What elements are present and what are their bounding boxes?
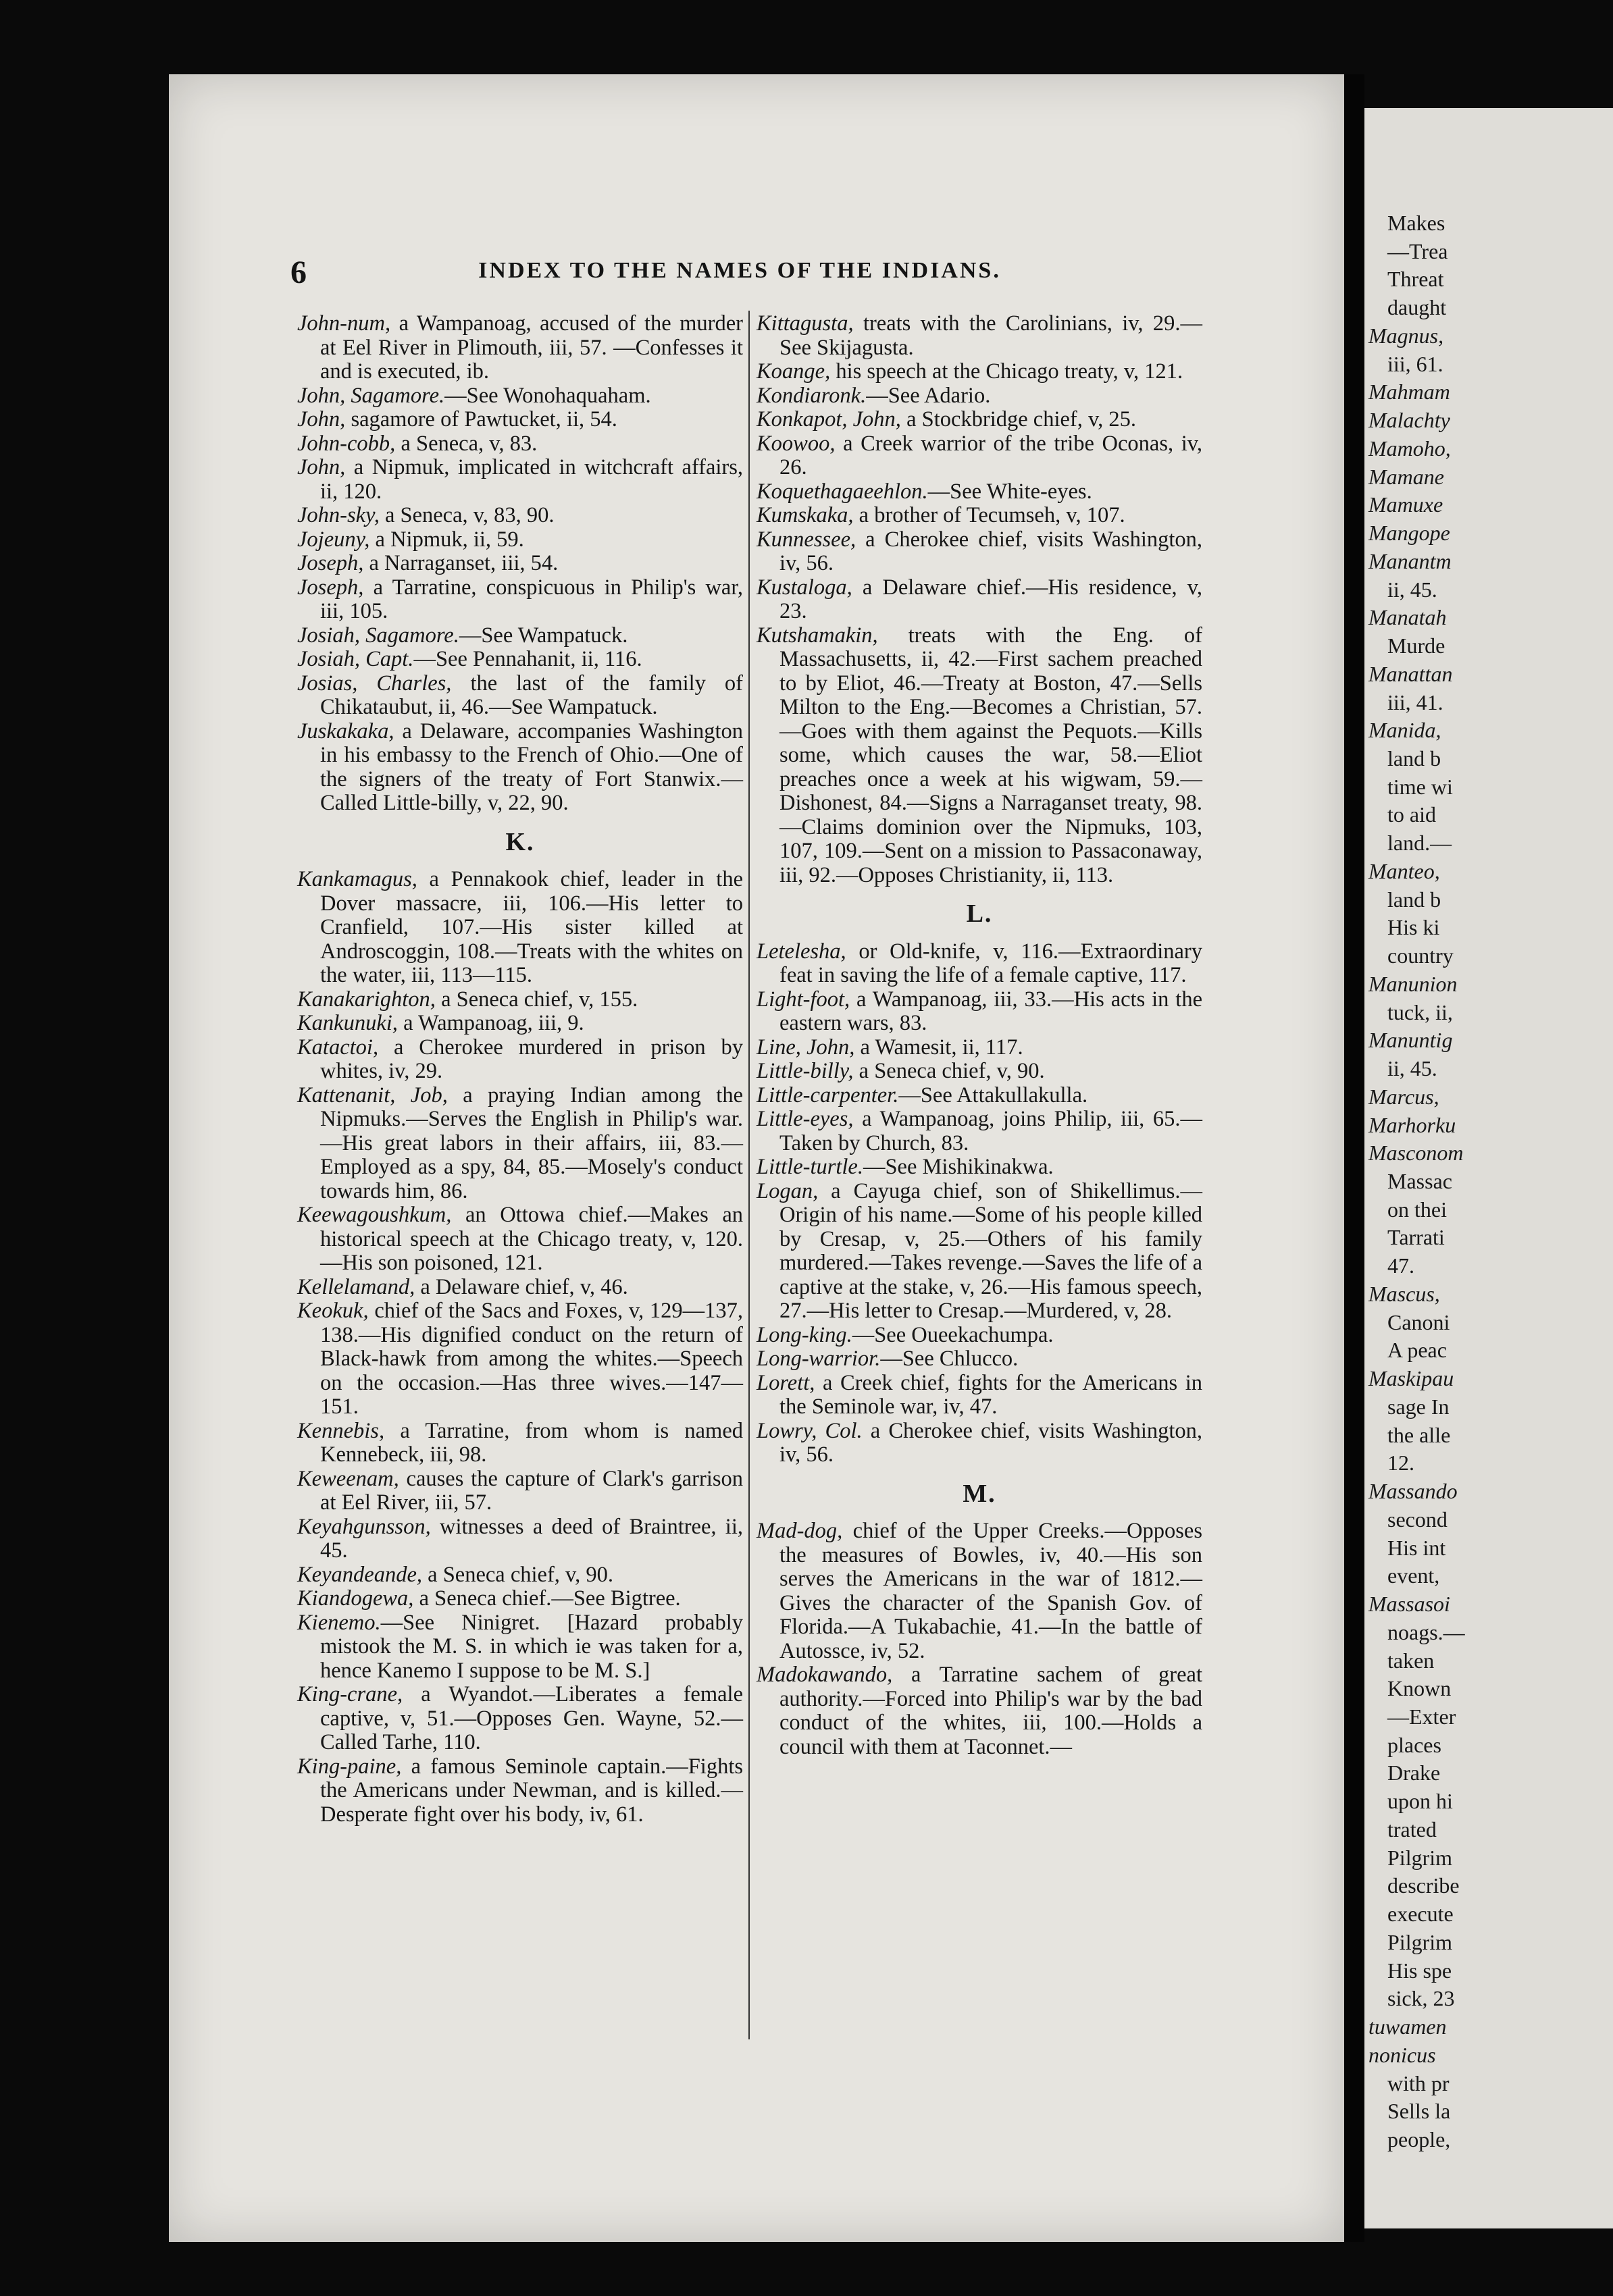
index-entry xyxy=(297,1419,743,1467)
entry-headword: Keokuk, xyxy=(297,1299,369,1323)
index-entry xyxy=(297,1587,743,1611)
adjacent-page-line: Tarrati xyxy=(1387,1225,1445,1250)
entry-headword: Kutshamakin, xyxy=(757,623,878,648)
entry-text: a Cherokee chief, visits Washington, iv, 56. xyxy=(779,527,1202,575)
entry-headword: Katactoi, xyxy=(297,1035,379,1060)
entry-text: a Wampanoag, iii, 9. xyxy=(397,1011,584,1035)
adjacent-page-line: upon hi xyxy=(1387,1789,1453,1814)
entry-text: a Wyandot.—Liberates a female captive, v, 51.—Opposes Gen. Wayne, 52.—Called Tarhe, 110. xyxy=(320,1682,743,1754)
index-entry xyxy=(297,312,743,384)
adjacent-page-line: country xyxy=(1387,943,1454,968)
entry-headword: Josiah, Capt. xyxy=(297,647,414,671)
adjacent-page-line: places xyxy=(1387,1732,1441,1757)
entry-headword: Lowry, Col. xyxy=(757,1418,863,1443)
index-entry xyxy=(297,384,743,409)
index-entry xyxy=(297,408,743,432)
entry-headword: Little-eyes, xyxy=(757,1107,854,1131)
entry-text: a Cherokee murdered in prison by whites, iv, 29. xyxy=(320,1035,743,1083)
entry-headword: Juskakaka, xyxy=(297,719,394,743)
entry-headword: Kellelamand, xyxy=(297,1274,415,1299)
adjacent-page-line: —Exter xyxy=(1387,1704,1456,1729)
adjacent-page-line: iii, 41. xyxy=(1387,689,1443,714)
entry-headword: Josiah, Sagamore. xyxy=(297,623,459,648)
section-letter: K. xyxy=(505,827,535,856)
adjacent-page-line: noags.— xyxy=(1387,1619,1465,1644)
index-entry xyxy=(297,868,743,988)
entry-headword: Long-king. xyxy=(757,1322,852,1347)
entry-text: a Nipmuk, ii, 59. xyxy=(369,527,524,552)
page-number: 6 xyxy=(290,255,307,290)
entry-text: a Stockbridge chief, v, 25. xyxy=(900,407,1137,432)
adjacent-page-line: —Trea xyxy=(1387,238,1448,263)
adjacent-page-line: Mascus, xyxy=(1368,1281,1440,1306)
index-entry xyxy=(757,940,1202,988)
index-column-left xyxy=(297,312,743,1827)
adjacent-page-line: Mamoho, xyxy=(1368,436,1451,461)
entry-headword: Little-carpenter. xyxy=(757,1082,899,1107)
adjacent-page-line: Pilgrim xyxy=(1387,1929,1453,1954)
index-entry xyxy=(757,1036,1202,1060)
index-entry xyxy=(757,432,1202,480)
index-entry xyxy=(297,1299,743,1419)
index-entry xyxy=(757,408,1202,432)
adjacent-page-line: event, xyxy=(1387,1563,1440,1588)
entry-text: causes the capture of Clark's garrison at Eel River, iii, 57. xyxy=(320,1466,743,1515)
entry-text: or Old-knife, v, 116.—Extraordinary feat in saving the life of a female captive, 117. xyxy=(779,939,1202,987)
entry-text: a Delaware chief.—His residence, v, 23. xyxy=(779,575,1202,623)
index-entry xyxy=(297,1563,743,1588)
adjacent-page-line: A peac xyxy=(1387,1338,1447,1363)
adjacent-page-line: execute xyxy=(1387,1902,1454,1927)
index-entry xyxy=(757,1519,1202,1663)
entry-headword: Kienemo. xyxy=(297,1610,381,1635)
entry-headword: Little-billy, xyxy=(757,1059,854,1083)
entry-headword: Logan, xyxy=(757,1178,819,1203)
section-letter: L. xyxy=(966,899,993,928)
adjacent-page-line: tuwamen xyxy=(1368,2014,1447,2039)
entry-headword: John-cobb, xyxy=(297,431,396,456)
index-entry xyxy=(757,1060,1202,1084)
entry-text: a praying Indian among the Nipmuks.—Serves the English in Philip's war.—His great labors in their affairs, iii, 83.—Employed as a spy, 84, 85.—Mosely's conduct towards him, 86. xyxy=(320,1082,744,1203)
adjacent-page-line: iii, 61. xyxy=(1387,351,1443,376)
entry-headword: Kittagusta, xyxy=(757,311,854,336)
entry-text: —See Wonohaquaham. xyxy=(444,383,651,408)
index-entry xyxy=(297,648,743,672)
column-divider xyxy=(748,311,750,2039)
adjacent-page-line: Marcus, xyxy=(1368,1084,1439,1109)
index-entry xyxy=(757,1347,1202,1372)
entry-headword: Kunnessee, xyxy=(757,527,856,552)
entry-text: a Wampanoag, iii, 33.—His acts in the eastern wars, 83. xyxy=(779,987,1202,1035)
entry-text: a Narraganset, iii, 54. xyxy=(363,551,559,575)
adjacent-page-line: Mamuxe xyxy=(1368,492,1443,517)
adjacent-page-line: Threat xyxy=(1387,267,1444,292)
index-entry xyxy=(757,360,1202,384)
entry-headword: Jojeuny, xyxy=(297,527,370,552)
entry-text: —See Oueekachumpa. xyxy=(852,1322,1054,1347)
entry-text: a Seneca chief, v, 90. xyxy=(853,1059,1045,1083)
entry-text: chief of the Upper Creeks.—Opposes the measures of Bowles, iv, 40.—His son serves the Americans in the war of 1812.—Gives the character of the Spanish Gov. of Florida.—A Tukabachie, 41.—In the battle of Autossce, iv, 52. xyxy=(779,1519,1202,1663)
entry-text: —See Chlucco. xyxy=(880,1347,1019,1371)
entry-text: a Seneca chief, v, 90. xyxy=(422,1562,614,1587)
entry-headword: Joseph, xyxy=(297,551,364,575)
index-entry xyxy=(757,1084,1202,1108)
index-entry xyxy=(297,672,743,720)
index-entry xyxy=(297,1683,743,1755)
entry-text: treats with the Carolinians, iv, 29.—See Skijagusta. xyxy=(779,311,1202,360)
entry-text: —See Mishikinakwa. xyxy=(863,1155,1054,1179)
adjacent-page-line: Magnus, xyxy=(1368,323,1444,348)
adjacent-page-line: ii, 45. xyxy=(1387,1056,1437,1081)
entry-text: a Cayuga chief, son of Shikellimus.—Origin of his name.—Some of his people killed by Cresap, v, 25.—Others of his family murdered.—Takes revenge.—Saves the life of a captive at the stake, v, 26.—His famous speech, 27.—His letter to Cresap.—Murdered, v, 28. xyxy=(779,1178,1202,1323)
entry-headword: Kiandogewa, xyxy=(297,1586,414,1611)
entry-text: a Wampanoag, accused of the murder at Eel River in Plimouth, iii, 57. —Confesses it and is executed, ib. xyxy=(320,311,743,384)
entry-headword: Koange, xyxy=(757,359,831,384)
adjacent-page-line: Manunion xyxy=(1368,971,1458,996)
adjacent-page-line: Mangope xyxy=(1368,521,1450,546)
adjacent-page-line: 47. xyxy=(1387,1253,1414,1278)
index-entry xyxy=(757,528,1202,576)
entry-text: a Seneca, v, 83. xyxy=(395,431,538,456)
index-entry xyxy=(297,504,743,528)
entry-text: a Tarratine, from whom is named Kennebeck, iii, 98. xyxy=(320,1418,743,1467)
entry-text: —See Wampatuck. xyxy=(459,623,628,648)
entry-text: the last of the family of Chikataubut, ii, 46.—See Wampatuck. xyxy=(320,671,743,719)
index-entry xyxy=(297,456,743,504)
entry-headword: Joseph, xyxy=(297,575,364,600)
entry-headword: Koquethagaeehlon. xyxy=(757,479,928,504)
index-entry xyxy=(757,1180,1202,1324)
adjacent-page-line: people, xyxy=(1387,2127,1451,2151)
index-entry xyxy=(297,1203,743,1276)
adjacent-page-line: ii, 45. xyxy=(1387,577,1437,602)
adjacent-page-line: Mamane xyxy=(1368,464,1444,489)
entry-text: a Delaware, accompanies Washington in his embassy to the French of Ohio.—One of the signers of the treaty of Fort Stanwix.—Called Little-billy, v, 22, 90. xyxy=(320,719,743,815)
entry-headword: Kondiaronk. xyxy=(757,383,867,408)
adjacent-page-line: Malachty xyxy=(1368,408,1450,433)
adjacent-page-line: sage In xyxy=(1387,1394,1450,1419)
entry-headword: Line, John, xyxy=(757,1035,855,1060)
book-page xyxy=(169,74,1344,2242)
adjacent-page-line: His ki xyxy=(1387,915,1440,940)
entry-headword: King-crane, xyxy=(297,1682,403,1706)
entry-headword: Keyandeande, xyxy=(297,1562,423,1587)
entry-text: a Cherokee chief, visits Washington, iv, 56. xyxy=(779,1418,1202,1467)
index-entry xyxy=(297,1515,743,1563)
entry-text: a Creek chief, fights for the Americans in the Seminole war, iv, 47. xyxy=(779,1370,1202,1419)
entry-headword: Konkapot, John, xyxy=(757,407,901,432)
adjacent-page-line: 12. xyxy=(1387,1451,1414,1476)
entry-headword: Kumskaka, xyxy=(757,503,854,527)
adjacent-page-line: Masconom xyxy=(1368,1141,1464,1166)
entry-headword: John-sky, xyxy=(297,503,380,527)
entry-text: —See Pennahanit, ii, 116. xyxy=(413,647,642,671)
adjacent-page-line: to aid xyxy=(1387,802,1436,827)
entry-text: chief of the Sacs and Foxes, v, 129—137, 138.—His dignified conduct on the return of Black-hawk from among the whites.—Speech on the occasion.—Has three wives.—147—151. xyxy=(320,1299,743,1419)
index-entry xyxy=(757,1663,1202,1759)
adjacent-page-line: tuck, ii, xyxy=(1387,999,1453,1024)
adjacent-page-line: land b xyxy=(1387,746,1441,771)
adjacent-page-line: His int xyxy=(1387,1535,1446,1560)
adjacent-page-line: Massasoi xyxy=(1368,1592,1450,1617)
entry-headword: Madokawando, xyxy=(757,1663,893,1687)
adjacent-page-fragment xyxy=(1364,108,1613,2228)
adjacent-page-line: the alle xyxy=(1387,1422,1451,1447)
adjacent-page-line: Manida, xyxy=(1368,718,1441,743)
adjacent-page-line: His spe xyxy=(1387,1958,1452,1983)
index-entry xyxy=(757,988,1202,1036)
index-entry xyxy=(757,384,1202,409)
entry-headword: Kanakarighton, xyxy=(297,987,436,1012)
adjacent-page-line: Manteo, xyxy=(1368,858,1440,883)
entry-headword: Lorett, xyxy=(757,1370,815,1395)
entry-headword: Keweenam, xyxy=(297,1466,399,1491)
adjacent-page-line: Manuntig xyxy=(1368,1028,1453,1053)
index-entry xyxy=(297,432,743,456)
index-entry xyxy=(297,1755,743,1827)
entry-text: —See Ninigret. [Hazard probably mistook the M. S. in which ie was taken for a, hence Kanemo I suppose to be M. S.] xyxy=(320,1610,743,1683)
entry-headword: Koowoo, xyxy=(757,431,836,456)
entry-text: a Nipmuk, implicated in witchcraft affairs, ii, 120. xyxy=(320,455,743,504)
adjacent-page-line: daught xyxy=(1387,295,1447,320)
entry-headword: John, xyxy=(297,455,346,479)
entry-text: a Pennakook chief, leader in the Dover massacre, iii, 106.—His letter to Cranfield, 107.—His sister killed at Androscoggin, 108.—Treats with the whites on the water, iii, 113—115. xyxy=(320,867,743,987)
index-entry xyxy=(757,624,1202,888)
adjacent-page-line: describe xyxy=(1387,1873,1460,1898)
adjacent-page-line: with pr xyxy=(1387,2070,1450,2095)
adjacent-page-line: land b xyxy=(1387,887,1441,912)
entry-text: a Tarratine, conspicuous in Philip's war, iii, 105. xyxy=(320,575,743,623)
index-entry xyxy=(297,988,743,1012)
entry-headword: John-num, xyxy=(297,311,391,336)
adjacent-page-line: Manantm xyxy=(1368,548,1452,573)
entry-text: a Seneca, v, 83, 90. xyxy=(379,503,555,527)
entry-text: sagamore of Pawtucket, ii, 54. xyxy=(345,407,617,432)
index-entry xyxy=(757,480,1202,504)
entry-headword: Light-foot, xyxy=(757,987,850,1012)
entry-text: a Seneca chief, v, 155. xyxy=(435,987,638,1012)
entry-headword: Letelesha, xyxy=(757,939,846,964)
index-entry xyxy=(297,552,743,576)
index-entry xyxy=(757,1324,1202,1348)
adjacent-page-line: Maskipau xyxy=(1368,1366,1454,1391)
index-entry xyxy=(757,1419,1202,1467)
adjacent-page-line: time wi xyxy=(1387,774,1453,799)
entry-text: —See White-eyes. xyxy=(927,479,1092,504)
entry-text: a Tarratine sachem of great authority.—Forced into Philip's war by the bad conduct of the whites, iii, 100.—Holds a council with them at Taconnet.— xyxy=(779,1663,1202,1759)
entry-text: —See Attakullakulla. xyxy=(898,1082,1088,1107)
index-entry xyxy=(297,624,743,648)
adjacent-page-line: Pilgrim xyxy=(1387,1845,1453,1870)
adjacent-page-line: Makes xyxy=(1387,211,1445,235)
entry-text: a famous Seminole captain.—Fights the Americans under Newman, and is killed.—Desperate fight over his body, iv, 61. xyxy=(320,1754,743,1827)
entry-headword: Kennebis, xyxy=(297,1418,385,1443)
adjacent-page-line: Manatah xyxy=(1368,605,1447,630)
index-entry xyxy=(297,528,743,552)
index-entry xyxy=(297,1276,743,1300)
adjacent-page-line: trated xyxy=(1387,1817,1437,1842)
entry-text: a Wampanoag, joins Philip, iii, 65.—Taken by Church, 83. xyxy=(779,1107,1202,1155)
index-entry xyxy=(297,576,743,624)
index-entry xyxy=(297,720,743,816)
adjacent-page-line: second xyxy=(1387,1507,1448,1532)
section-letter: M. xyxy=(963,1479,996,1508)
index-entry xyxy=(297,1084,743,1204)
entry-text: —See Adario. xyxy=(866,383,991,408)
entry-headword: Keyahgunsson, xyxy=(297,1514,431,1539)
entry-headword: Kattenanit, Job, xyxy=(297,1082,448,1107)
index-entry xyxy=(757,312,1202,360)
adjacent-page-line: Drake xyxy=(1387,1760,1441,1785)
entry-headword: Keewagoushkum, xyxy=(297,1203,452,1227)
adjacent-page-line: Murde xyxy=(1387,633,1445,658)
entry-headword: Kankunuki, xyxy=(297,1011,398,1035)
entry-headword: Josias, Charles, xyxy=(297,671,452,696)
adjacent-page-line: on thei xyxy=(1387,1197,1447,1222)
adjacent-page-line: taken xyxy=(1387,1648,1435,1673)
adjacent-page-line: Sells la xyxy=(1387,2099,1451,2124)
adjacent-page-line: Massando xyxy=(1368,1479,1458,1504)
adjacent-page-line: land.— xyxy=(1387,831,1452,856)
adjacent-page-line: Mahmam xyxy=(1368,380,1450,405)
index-entry xyxy=(297,1611,743,1684)
entry-text: witnesses a deed of Braintree, ii, 45. xyxy=(320,1514,743,1563)
entry-text: treats with the Eng. of Massachusetts, ii, 42.—First sachem preached to by Eliot, 46.—Treaty at Boston, 47.—Sells Milton to the Eng.—Becomes a Christian, 57.—Goes with them against the Pequots.—Kills some, which causes the war, 58.—Eliot preaches once a week at his wigwam, 59.—Dishonest, 84.—Signs a Narraganset treaty, 98.—Claims dominion over the Nipmuks, 103, 107, 109.—Sent on a mission to Passaconaway, iii, 92.—Opposes Christianity, ii, 113. xyxy=(779,623,1202,887)
entry-headword: Mad-dog, xyxy=(757,1519,843,1543)
adjacent-page-line: Known xyxy=(1387,1676,1452,1701)
adjacent-page-line: Marhorku xyxy=(1368,1112,1456,1137)
entry-headword: Little-turtle. xyxy=(757,1155,863,1179)
entry-text: a Seneca chief.—See Bigtree. xyxy=(413,1586,681,1611)
index-entry xyxy=(297,1036,743,1084)
running-title: INDEX TO THE NAMES OF THE INDIANS. xyxy=(478,258,1001,283)
entry-text: a Creek warrior of the tribe Oconas, iv, 26. xyxy=(779,431,1202,479)
entry-text: a Delaware chief, v, 46. xyxy=(415,1274,628,1299)
entry-headword: Kankamagus, xyxy=(297,867,417,891)
adjacent-page-line: sick, 23 xyxy=(1387,1986,1455,2011)
entry-headword: King-paine, xyxy=(297,1754,402,1779)
book-gutter xyxy=(1344,74,1364,2242)
index-entry xyxy=(757,1372,1202,1419)
entry-text: an Ottowa chief.—Makes an historical speech at the Chicago treaty, v, 120.—His son poisoned, 121. xyxy=(320,1203,743,1275)
entry-text: a brother of Tecumseh, v, 107. xyxy=(853,503,1125,527)
index-entry xyxy=(297,1467,743,1515)
entry-headword: John, Sagamore. xyxy=(297,383,445,408)
adjacent-page-line: Canoni xyxy=(1387,1309,1450,1334)
entry-text: a Wamesit, ii, 117. xyxy=(854,1035,1023,1060)
index-entry xyxy=(297,1012,743,1036)
index-entry xyxy=(757,1107,1202,1155)
entry-text: his speech at the Chicago treaty, v, 121. xyxy=(830,359,1183,384)
index-column-right xyxy=(757,312,1202,1759)
index-entry xyxy=(757,504,1202,528)
entry-headword: John, xyxy=(297,407,346,432)
page-header xyxy=(290,254,1189,297)
adjacent-page-line: Manattan xyxy=(1368,661,1453,686)
entry-headword: Long-warrior. xyxy=(757,1347,881,1371)
adjacent-page-line: nonicus xyxy=(1368,2042,1436,2067)
adjacent-page-line: Massac xyxy=(1387,1169,1452,1193)
index-entry xyxy=(757,576,1202,624)
entry-headword: Kustaloga, xyxy=(757,575,852,600)
index-entry xyxy=(757,1155,1202,1180)
